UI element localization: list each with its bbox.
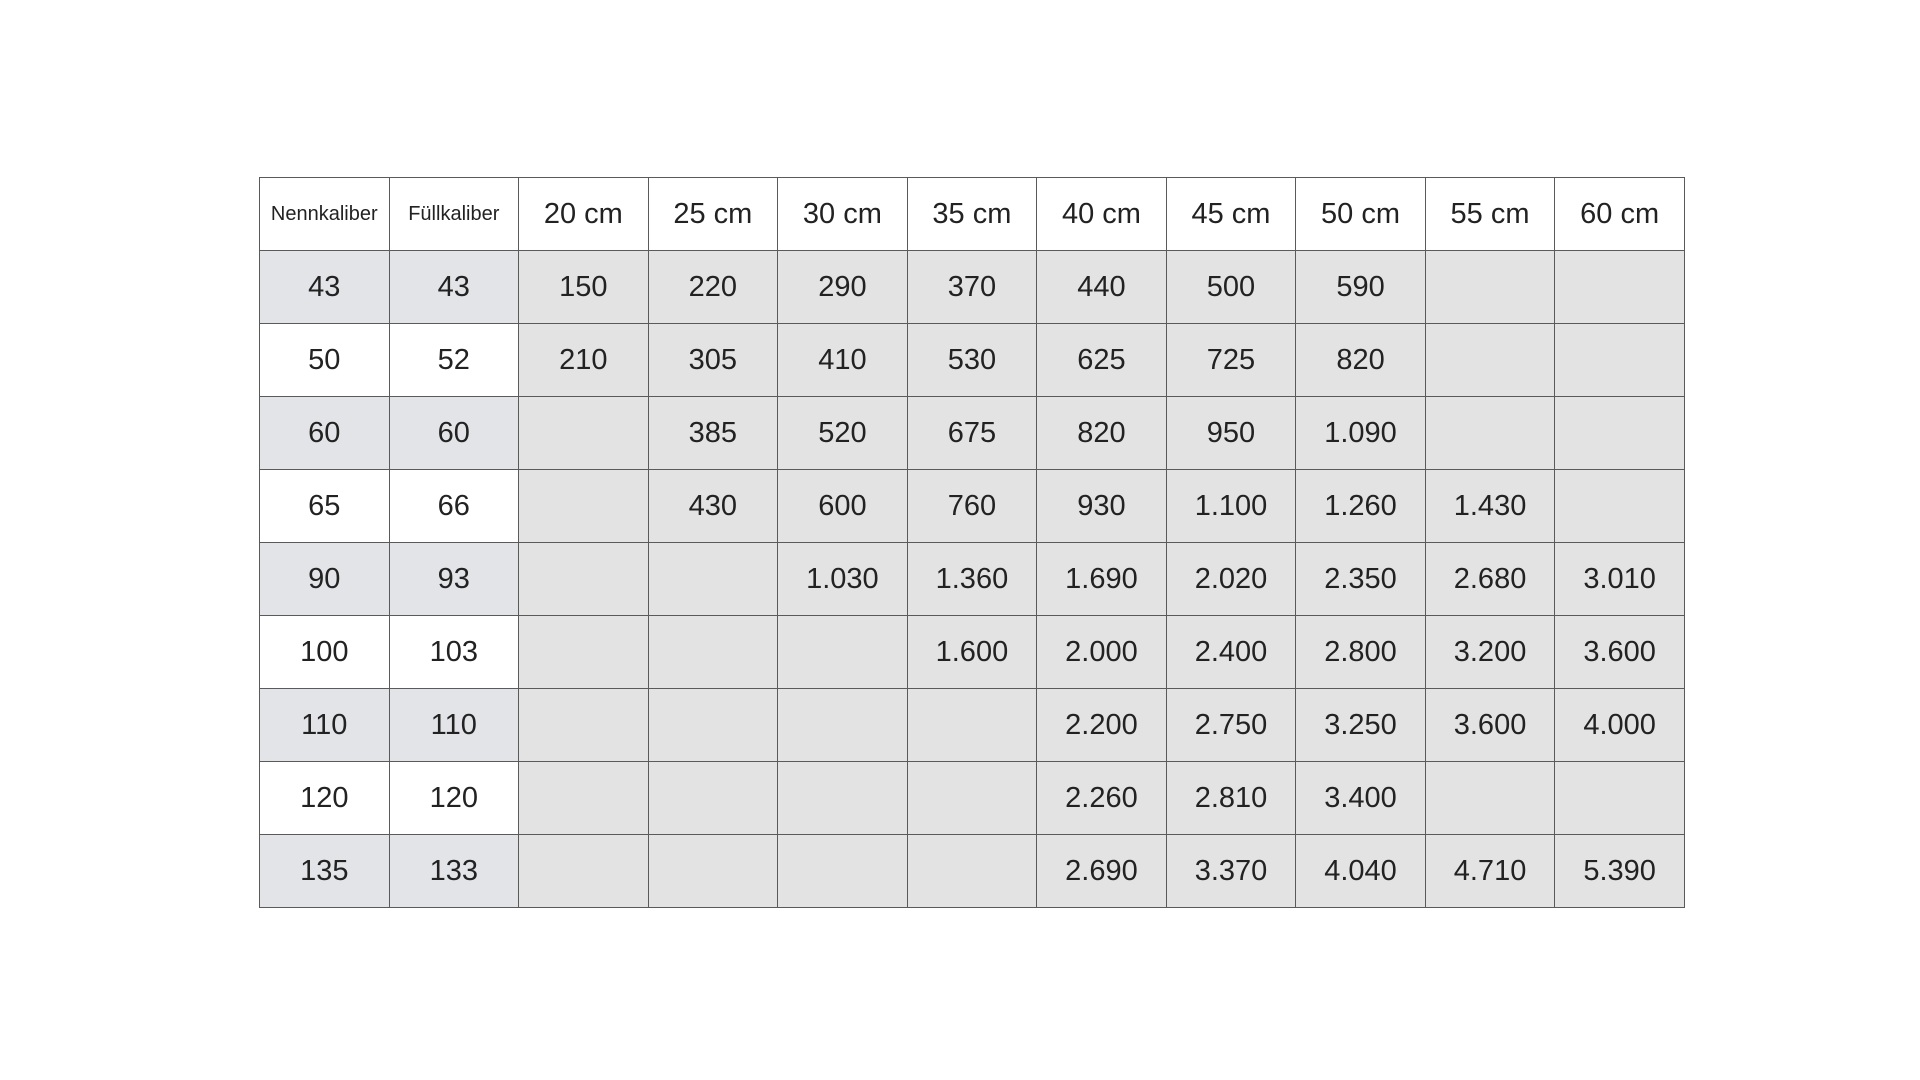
table-cell — [1555, 470, 1685, 543]
table-cell: 2.350 — [1296, 543, 1426, 616]
table-cell — [1425, 397, 1555, 470]
cell-fuellkaliber: 60 — [389, 397, 519, 470]
table-cell — [519, 543, 649, 616]
table-cell — [519, 616, 649, 689]
table-cell: 2.750 — [1166, 689, 1296, 762]
cell-nennkaliber: 135 — [260, 835, 390, 908]
cell-nennkaliber: 60 — [260, 397, 390, 470]
table-cell — [648, 543, 778, 616]
table-cell: 760 — [907, 470, 1037, 543]
table-cell: 1.600 — [907, 616, 1037, 689]
table-cell: 625 — [1037, 324, 1167, 397]
cell-nennkaliber: 120 — [260, 762, 390, 835]
table-cell: 3.200 — [1425, 616, 1555, 689]
table-row — [260, 470, 1685, 543]
table-cell — [648, 616, 778, 689]
cell-fuellkaliber: 120 — [389, 762, 519, 835]
cell-fuellkaliber: 110 — [389, 689, 519, 762]
cell-fuellkaliber: 103 — [389, 616, 519, 689]
table-row — [260, 835, 1685, 908]
header-cell-30cm: 30 cm — [778, 178, 908, 251]
table-cell: 210 — [519, 324, 649, 397]
table-cell — [778, 616, 908, 689]
cell-nennkaliber: 43 — [260, 251, 390, 324]
table-cell — [648, 762, 778, 835]
table-cell: 820 — [1296, 324, 1426, 397]
table-row — [260, 616, 1685, 689]
caliber-table — [259, 177, 1685, 908]
cell-nennkaliber: 90 — [260, 543, 390, 616]
cell-nennkaliber: 65 — [260, 470, 390, 543]
cell-nennkaliber: 110 — [260, 689, 390, 762]
table-cell: 1.690 — [1037, 543, 1167, 616]
cell-fuellkaliber: 43 — [389, 251, 519, 324]
cell-fuellkaliber: 52 — [389, 324, 519, 397]
table-cell: 430 — [648, 470, 778, 543]
table-cell — [648, 835, 778, 908]
table-cell: 4.040 — [1296, 835, 1426, 908]
table-cell — [1555, 324, 1685, 397]
table-cell: 820 — [1037, 397, 1167, 470]
table-cell: 440 — [1037, 251, 1167, 324]
table-cell: 3.600 — [1555, 616, 1685, 689]
header-cell-40cm: 40 cm — [1037, 178, 1167, 251]
table-cell: 2.680 — [1425, 543, 1555, 616]
table-cell: 3.400 — [1296, 762, 1426, 835]
table-cell: 3.370 — [1166, 835, 1296, 908]
header-cell-fuellkaliber: Füllkaliber — [389, 178, 519, 251]
cell-nennkaliber: 50 — [260, 324, 390, 397]
table-cell: 305 — [648, 324, 778, 397]
table-cell — [1555, 397, 1685, 470]
table-row — [260, 324, 1685, 397]
table-cell: 675 — [907, 397, 1037, 470]
table-row — [260, 397, 1685, 470]
table-cell: 290 — [778, 251, 908, 324]
table-cell — [1425, 762, 1555, 835]
table-cell — [907, 689, 1037, 762]
table-cell: 4.710 — [1425, 835, 1555, 908]
header-row — [260, 178, 1685, 251]
table-cell: 1.100 — [1166, 470, 1296, 543]
table-cell: 2.260 — [1037, 762, 1167, 835]
table-row — [260, 543, 1685, 616]
table-cell: 220 — [648, 251, 778, 324]
table-cell: 1.260 — [1296, 470, 1426, 543]
table-body — [260, 251, 1685, 908]
table-cell: 1.030 — [778, 543, 908, 616]
header-cell-60cm: 60 cm — [1555, 178, 1685, 251]
cell-nennkaliber: 100 — [260, 616, 390, 689]
table-cell: 4.000 — [1555, 689, 1685, 762]
header-cell-35cm: 35 cm — [907, 178, 1037, 251]
table-cell: 2.400 — [1166, 616, 1296, 689]
table-cell: 2.020 — [1166, 543, 1296, 616]
table-cell: 370 — [907, 251, 1037, 324]
header-cell-nennkaliber: Nennkaliber — [260, 178, 390, 251]
cell-fuellkaliber: 93 — [389, 543, 519, 616]
table-cell: 3.600 — [1425, 689, 1555, 762]
header-cell-45cm: 45 cm — [1166, 178, 1296, 251]
table-cell — [907, 762, 1037, 835]
table-row — [260, 762, 1685, 835]
table-cell: 520 — [778, 397, 908, 470]
table-cell: 1.090 — [1296, 397, 1426, 470]
table-cell: 3.250 — [1296, 689, 1426, 762]
table-cell: 1.430 — [1425, 470, 1555, 543]
table-cell — [648, 689, 778, 762]
table-row — [260, 251, 1685, 324]
table-cell — [519, 397, 649, 470]
table-cell: 500 — [1166, 251, 1296, 324]
table-cell: 3.010 — [1555, 543, 1685, 616]
table-cell: 600 — [778, 470, 908, 543]
table-cell: 2.690 — [1037, 835, 1167, 908]
table-cell: 2.800 — [1296, 616, 1426, 689]
cell-fuellkaliber: 66 — [389, 470, 519, 543]
table-cell — [778, 689, 908, 762]
table-cell — [778, 835, 908, 908]
table-cell — [1555, 762, 1685, 835]
table-cell — [519, 689, 649, 762]
table-cell: 590 — [1296, 251, 1426, 324]
table-cell: 950 — [1166, 397, 1296, 470]
header-cell-25cm: 25 cm — [648, 178, 778, 251]
header-cell-50cm: 50 cm — [1296, 178, 1426, 251]
table-cell — [1425, 324, 1555, 397]
header-cell-20cm: 20 cm — [519, 178, 649, 251]
table-cell — [519, 835, 649, 908]
table-cell: 150 — [519, 251, 649, 324]
table-cell: 930 — [1037, 470, 1167, 543]
table-cell: 2.200 — [1037, 689, 1167, 762]
table-cell: 410 — [778, 324, 908, 397]
cell-fuellkaliber: 133 — [389, 835, 519, 908]
table-cell — [1555, 251, 1685, 324]
header-cell-55cm: 55 cm — [1425, 178, 1555, 251]
table-cell — [1425, 251, 1555, 324]
caliber-table-container — [259, 177, 1685, 908]
table-cell — [778, 762, 908, 835]
table-cell: 2.810 — [1166, 762, 1296, 835]
table-row — [260, 689, 1685, 762]
table-cell — [907, 835, 1037, 908]
table-cell — [519, 762, 649, 835]
table-cell: 385 — [648, 397, 778, 470]
table-cell — [519, 470, 649, 543]
table-cell: 530 — [907, 324, 1037, 397]
table-cell: 725 — [1166, 324, 1296, 397]
table-cell: 1.360 — [907, 543, 1037, 616]
table-cell: 5.390 — [1555, 835, 1685, 908]
table-cell: 2.000 — [1037, 616, 1167, 689]
